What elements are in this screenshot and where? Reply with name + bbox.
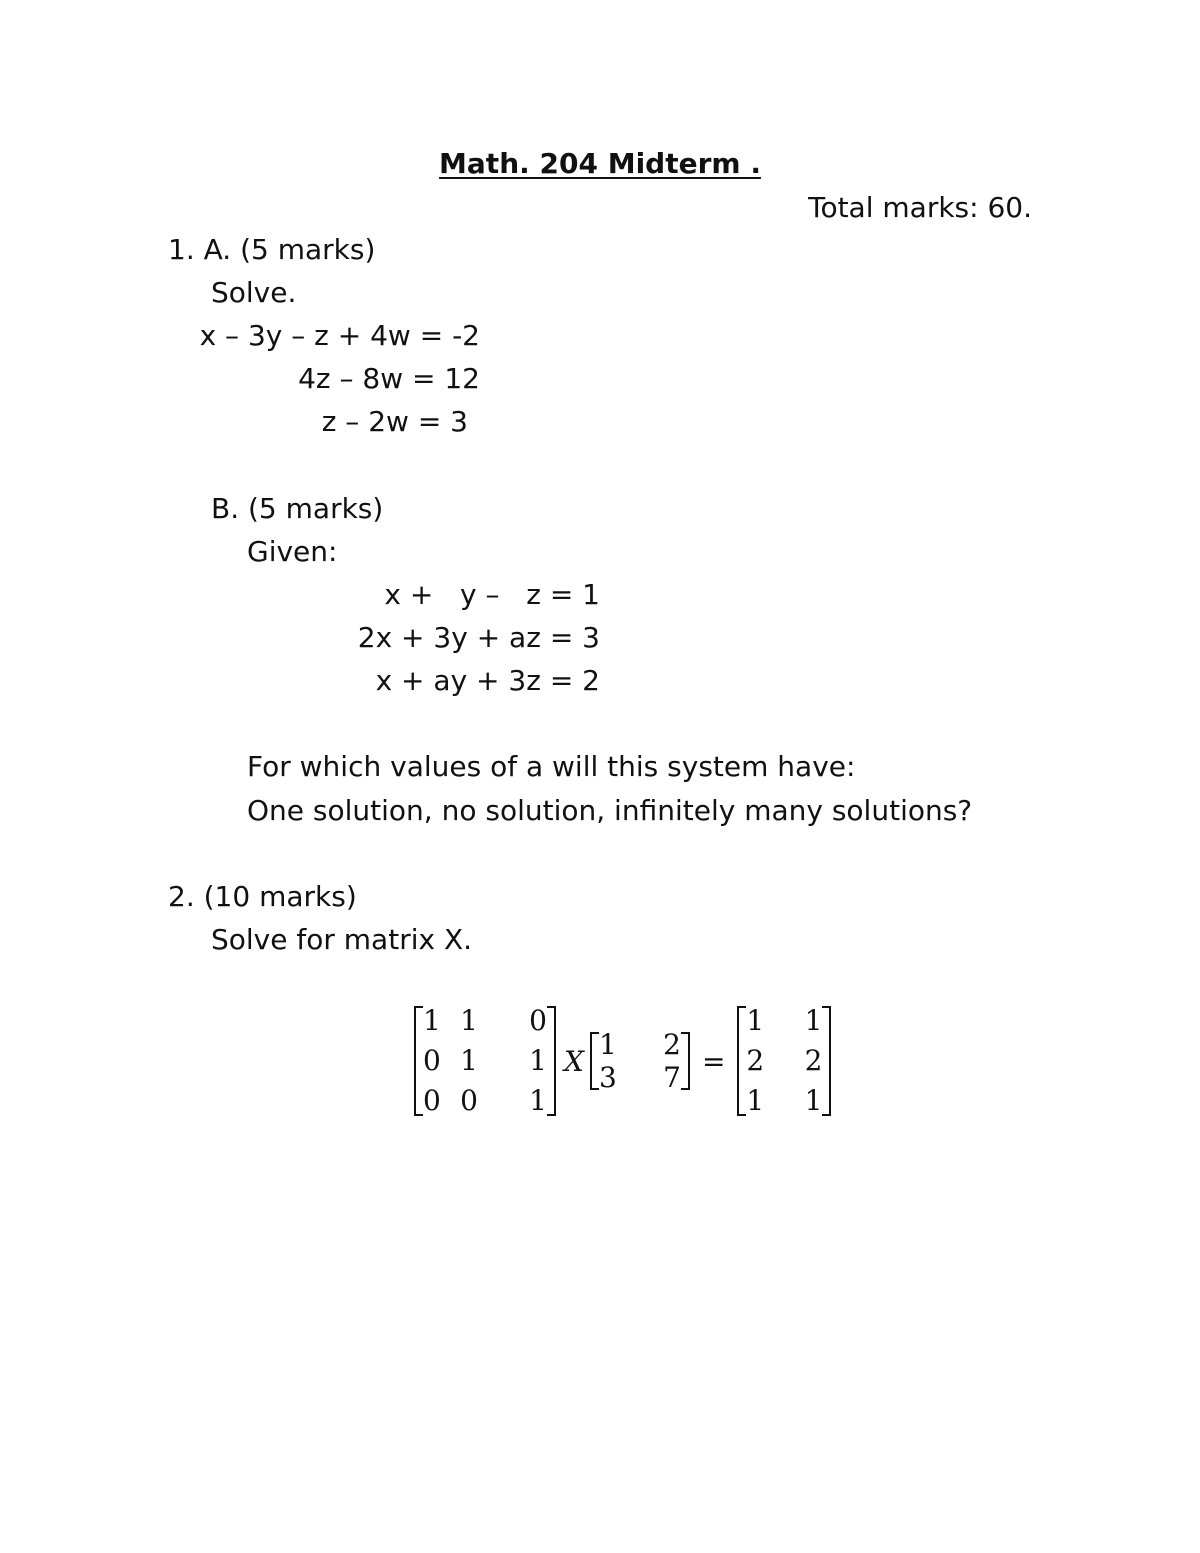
matrix-c [737,1002,831,1120]
matrix-entry: 1 [598,1028,617,1061]
equation-line: x + ay + 3z = 2 [375,664,600,697]
matrix-entry: 1 [746,1084,765,1117]
equals-sign: = [701,1044,726,1078]
matrix-entry: 2 [746,1044,765,1077]
matrix-entry: 7 [663,1061,681,1094]
matrix-entry: 1 [529,1084,547,1117]
matrix-entry: 2 [663,1028,681,1061]
equation-line: x + y – z = 1 [384,578,600,611]
question-1a-label: 1. A. (5 marks) [168,233,376,266]
matrix-entry: 0 [423,1084,441,1117]
question-1b-label: B. (5 marks) [211,492,384,525]
matrix-entry: 3 [598,1061,617,1094]
matrix-entry: 1 [529,1044,547,1077]
question-1b-equations [358,573,600,702]
question-1b-text-line2: One solution, no solution, infinitely many solutions? [247,794,973,827]
matrix-entry: 0 [460,1084,478,1117]
question-1a-equations [200,314,480,443]
matrix-equation [414,1002,831,1120]
matrix-entry: 1 [460,1044,478,1077]
matrix-entry: 0 [423,1044,441,1077]
equation-line: z – 2w = 3 [321,405,468,438]
matrix-entry: 1 [804,1084,823,1117]
equation-line: x – 3y – z + 4w = -2 [199,319,480,352]
matrix-entry: 0 [529,1004,547,1037]
matrix-a [414,1002,556,1120]
matrix-entry: 1 [804,1004,823,1037]
question-2-instruction: Solve for matrix X. [211,923,473,956]
matrix-entry: 2 [804,1044,823,1077]
total-marks: Total marks: 60. [808,191,1032,224]
matrix-variable: X [564,1044,584,1078]
matrix-entry: 1 [460,1004,478,1037]
equation-line: 4z – 8w = 12 [298,362,480,395]
matrix-entry: 1 [746,1004,765,1037]
matrix-entry: 1 [423,1004,441,1037]
question-2-label: 2. (10 marks) [168,880,357,913]
question-1b-instruction: Given: [247,535,338,568]
matrix-b [590,1028,690,1094]
page-title: Math. 204 Midterm . [439,147,761,180]
question-1b-text-line1: For which values of a will this system have: [247,750,856,783]
equation-line: 2x + 3y + az = 3 [357,621,600,654]
question-1a-instruction: Solve. [211,276,297,309]
